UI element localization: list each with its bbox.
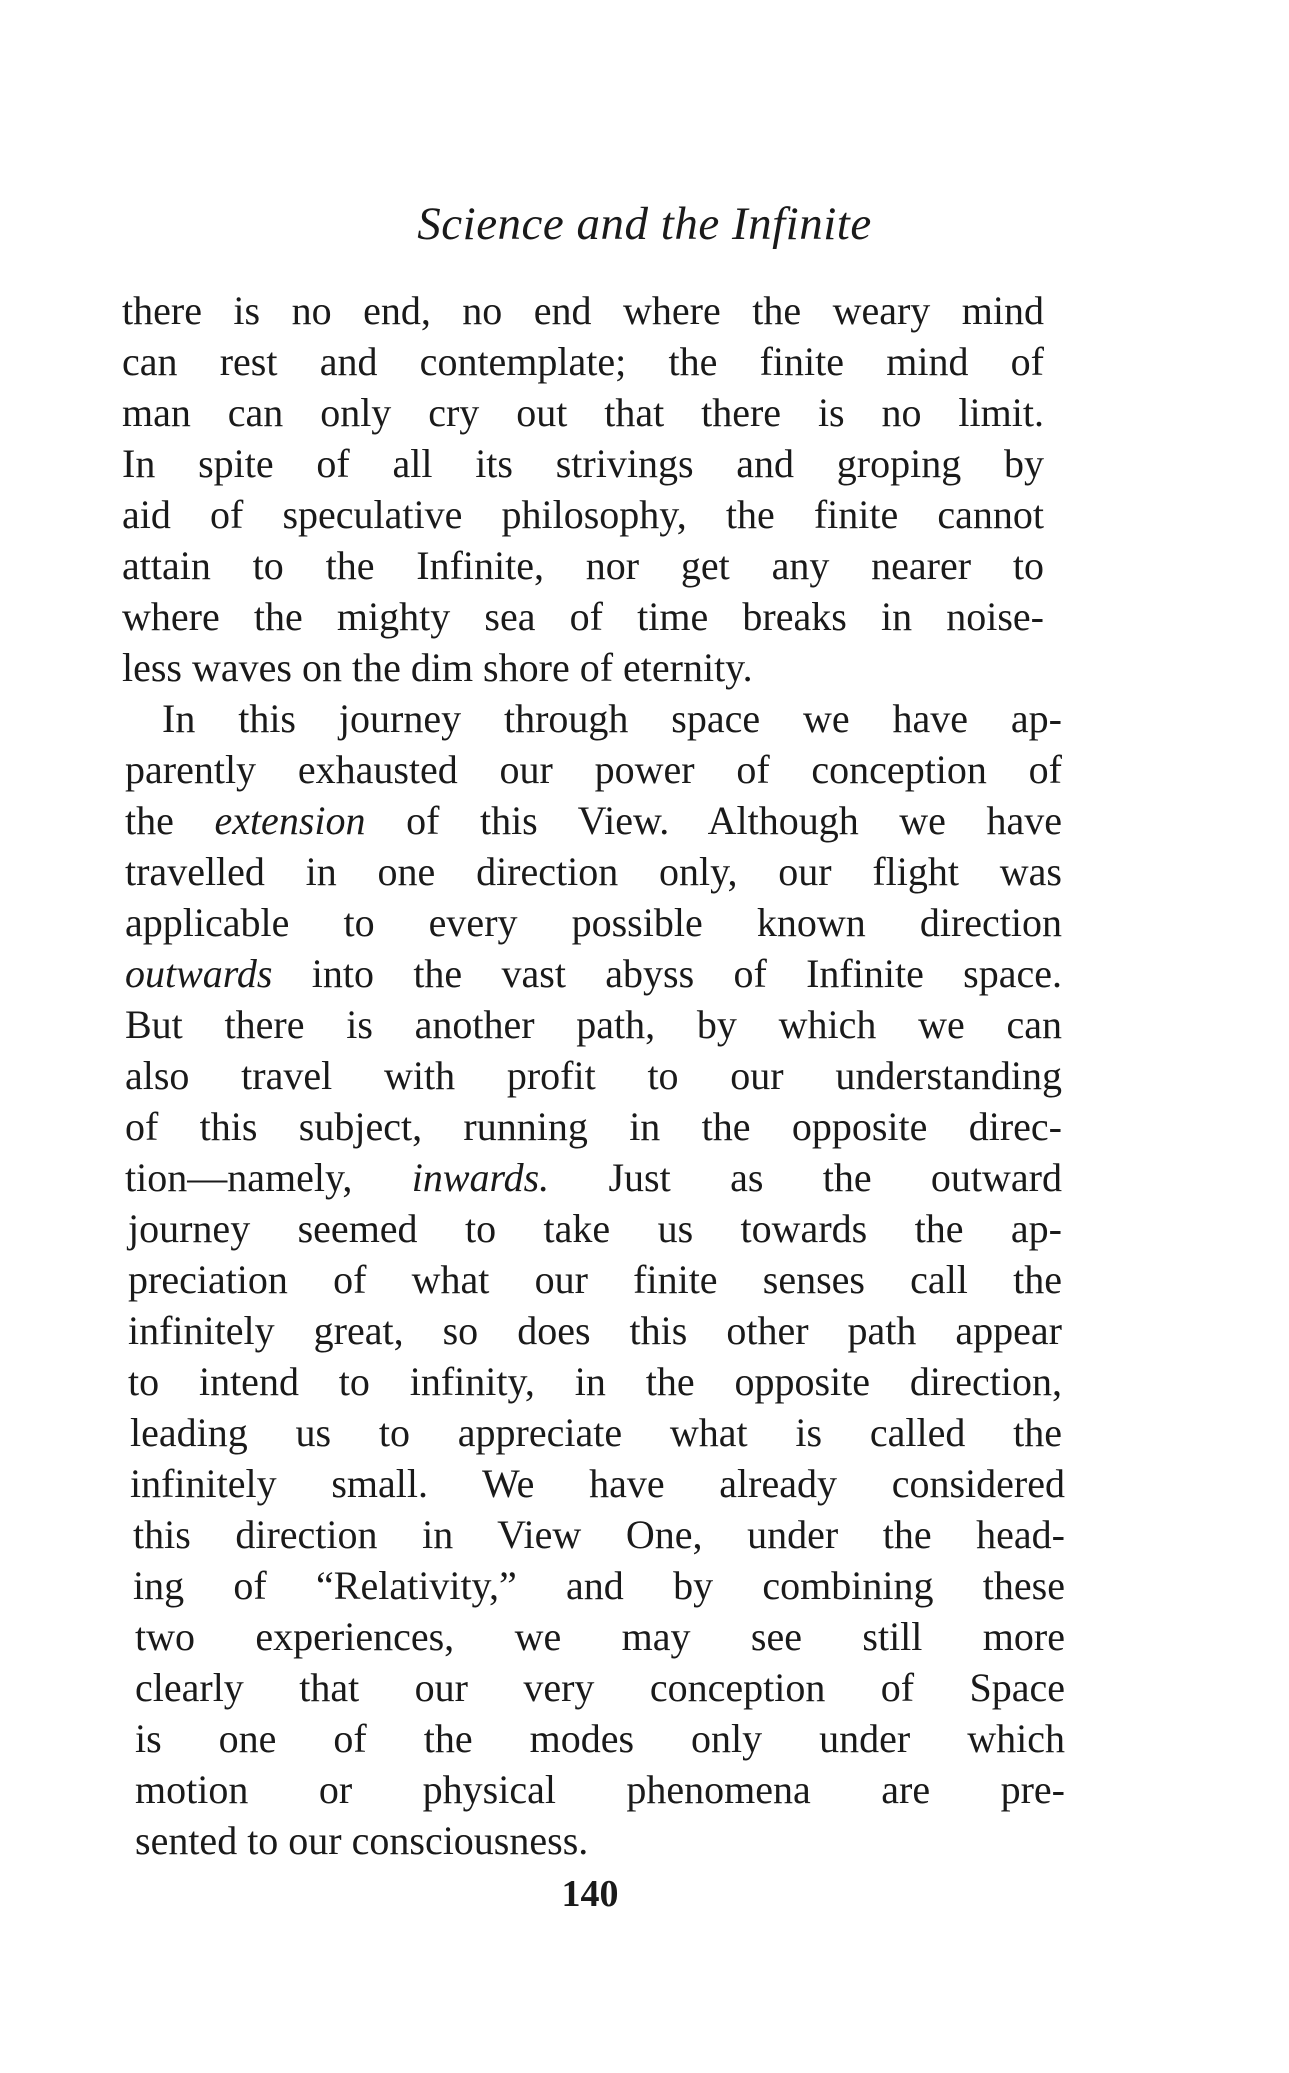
text-line: can rest and contemplate; the finite mind of bbox=[122, 339, 1044, 384]
text-line: motion or physical phenomena are pre- bbox=[135, 1767, 1065, 1812]
text-line: less waves on the dim shore of eternity. bbox=[122, 645, 753, 690]
text-line: also travel with profit to our understanding bbox=[125, 1053, 1062, 1098]
text-span: into the vast abyss of Infinite space. bbox=[272, 951, 1062, 996]
text-line: leading us to appreciate what is called the bbox=[130, 1410, 1062, 1455]
text-line: applicable to every possible known direction bbox=[125, 900, 1062, 945]
text-line: In this journey through space we have ap- bbox=[162, 696, 1062, 741]
text-line: two experiences, we may see still more bbox=[135, 1614, 1065, 1659]
text-line: where the mighty sea of time breaks in noise- bbox=[122, 594, 1044, 639]
emphasis-text: extension bbox=[214, 798, 366, 843]
text-line: travelled in one direction only, our flight was bbox=[125, 849, 1062, 894]
text-line: parently exhausted our power of conception of bbox=[125, 747, 1062, 792]
text-span: the bbox=[125, 798, 215, 843]
emphasis-text: outwards bbox=[125, 951, 273, 996]
text-line: In spite of all its strivings and groping by bbox=[122, 441, 1044, 486]
text-line: attain to the Infinite, nor get any nearer to bbox=[122, 543, 1044, 588]
page-number: 140 bbox=[561, 1873, 619, 1915]
text-line: to intend to infinity, in the opposite direction, bbox=[128, 1359, 1062, 1404]
running-head: Science and the Infinite bbox=[417, 198, 872, 250]
text-line: aid of speculative philosophy, the finite cannot bbox=[122, 492, 1044, 537]
text-span: tion—namely, bbox=[125, 1155, 412, 1200]
text-line: there is no end, no end where the weary mind bbox=[122, 288, 1044, 333]
text-line: preciation of what our finite senses call the bbox=[128, 1257, 1062, 1302]
text-line bbox=[125, 1152, 1062, 1204]
text-line: sented to our consciousness. bbox=[135, 1818, 589, 1863]
text-span: of this View. Although we have bbox=[365, 798, 1062, 843]
text-line: clearly that our very conception of Space bbox=[135, 1665, 1065, 1710]
text-line: this direction in View One, under the head- bbox=[133, 1512, 1065, 1557]
text-line: ing of “Relativity,” and by combining these bbox=[133, 1563, 1065, 1608]
text-line: journey seemed to take us towards the ap- bbox=[128, 1206, 1062, 1251]
text-span: Just as the outward bbox=[549, 1155, 1062, 1200]
text-line: man can only cry out that there is no limit. bbox=[122, 390, 1044, 435]
text-line: of this subject, running in the opposite direc- bbox=[125, 1104, 1062, 1149]
text-line: infinitely great, so does this other path appear bbox=[128, 1308, 1062, 1353]
text-line bbox=[125, 948, 1062, 1000]
text-line bbox=[125, 795, 1062, 847]
text-line: infinitely small. We have already considered bbox=[130, 1461, 1065, 1506]
text-line: But there is another path, by which we can bbox=[125, 1002, 1062, 1047]
text-line: is one of the modes only under which bbox=[135, 1716, 1065, 1761]
emphasis-text: inwards. bbox=[411, 1155, 550, 1200]
